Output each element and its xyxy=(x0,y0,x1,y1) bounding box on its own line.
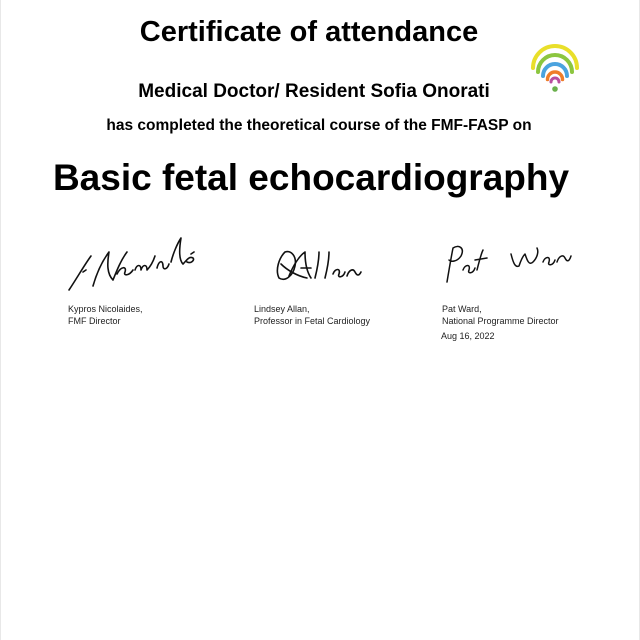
signatory-name: Pat Ward, xyxy=(442,304,482,314)
signatory-name: Kypros Nicolaides, xyxy=(68,304,143,314)
signatory-role: Professor in Fetal Cardiology xyxy=(254,316,371,326)
signature-nicolaides xyxy=(63,230,203,296)
signatory-block-3 xyxy=(442,303,559,327)
signature-allan xyxy=(267,230,367,296)
logo-arc-3 xyxy=(543,64,567,76)
certificate-title: Certificate of attendance xyxy=(139,16,479,48)
signatory-name: Lindsey Allan, xyxy=(254,304,310,314)
signatory-block-1 xyxy=(68,303,143,327)
signatory-role: FMF Director xyxy=(68,316,121,326)
certificate-date: Aug 16, 2022 xyxy=(441,331,495,341)
completion-statement: has completed the theoretical course of the FMF-FASP on xyxy=(106,117,532,134)
signatory-block-2 xyxy=(254,303,370,327)
signatory-role: National Programme Director xyxy=(442,316,559,326)
signature-ward xyxy=(441,230,575,296)
recipient-line: Medical Doctor/ Resident Sofia Onorati xyxy=(138,81,490,102)
course-name: Basic fetal echocardiography xyxy=(52,157,570,198)
